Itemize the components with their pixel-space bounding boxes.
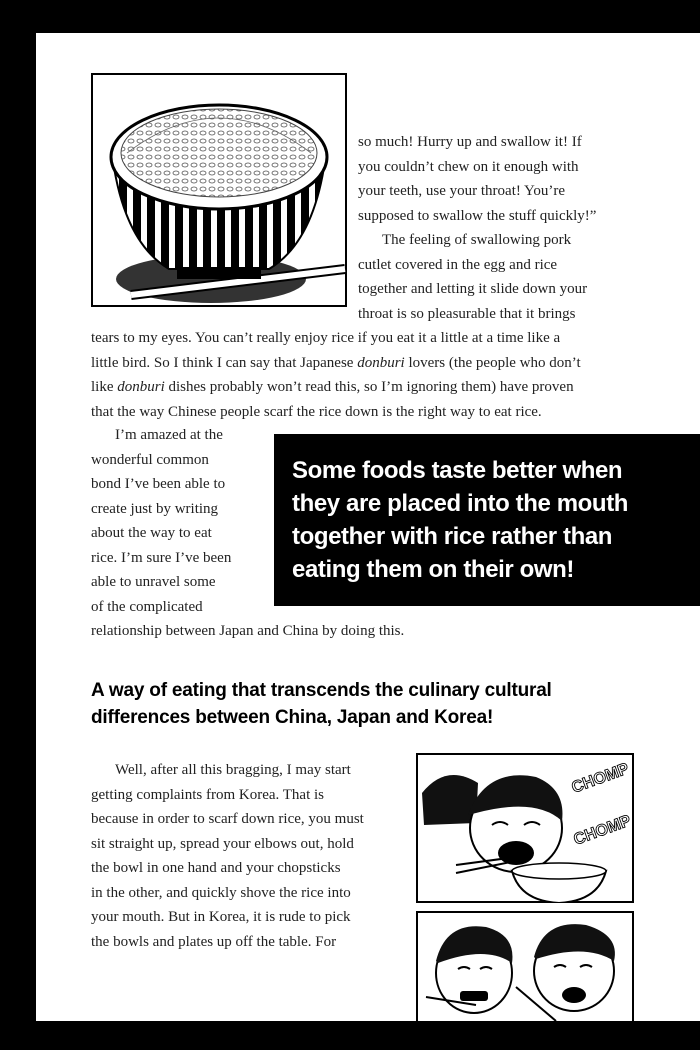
callout-line: together with rice rather than: [292, 523, 613, 550]
text-span: little bird. So I think I can say that Japanese: [91, 354, 358, 371]
italic-term: donburi: [117, 379, 165, 395]
italic-term: donburi: [357, 354, 405, 371]
text-line: create just by writing: [91, 500, 219, 517]
text-line: so much! Hurry up and swallow it! If: [358, 134, 582, 150]
callout-line: Some foods taste better when: [292, 457, 623, 484]
manga-panel-two-boys: [416, 911, 634, 1021]
callout-line: they are placed into the mouth: [292, 490, 629, 517]
bottom-paragraph: [91, 758, 411, 954]
manga-panel-eating: [416, 753, 634, 903]
sfx-text: CHOMP: [569, 760, 632, 797]
text-line: in the other, and quickly shove the rice into: [91, 884, 351, 901]
manga-panel-drawing: [416, 911, 634, 1021]
text-line: the bowls and plates up off the table. For: [91, 933, 337, 950]
full-width-paragraph: [91, 326, 691, 424]
text-line: sit straight up, spread your elbows out, hold: [91, 835, 354, 852]
text-line: rice. I’m sure I’ve been: [91, 549, 232, 566]
text-span: dishes probably won’t read this, so I’m ignoring them) have proven: [164, 379, 574, 395]
text-line: The feeling of swallowing pork: [382, 232, 572, 248]
text-span: like: [91, 379, 118, 395]
text-line: throat is so pleasurable that it brings: [358, 305, 576, 322]
text-line: I’m amazed at the: [115, 427, 223, 443]
text-line: your teeth, use your throat! You’re: [358, 183, 566, 199]
text-line: [91, 351, 691, 376]
text-line: getting complaints from Korea. That is: [91, 786, 325, 803]
manga-panel-drawing: [416, 753, 634, 903]
text-line: your mouth. But in Korea, it is rude to pick: [91, 909, 351, 925]
callout-line: eating them on their own!: [292, 556, 574, 583]
text-line: Well, after all this bragging, I may start: [115, 762, 351, 778]
text-line: about the way to eat: [91, 525, 212, 541]
text-line: together and letting it slide down your: [358, 281, 588, 297]
text-line: relationship between Japan and China by doing this.: [91, 623, 405, 639]
text-line: [91, 375, 691, 400]
heading-line: differences between China, Japan and Korea!: [91, 707, 494, 728]
pull-quote-callout: [274, 434, 700, 606]
middle-paragraph: [91, 423, 271, 619]
book-page: [36, 33, 700, 1021]
text-line: tears to my eyes. You can’t really enjoy rice if you eat it a little at a time like a: [91, 330, 561, 346]
top-paragraph-narrow: [358, 130, 688, 326]
rice-bowl-drawing: [91, 73, 347, 307]
sfx-text: CHOMP: [571, 812, 634, 849]
rice-bowl-illustration: [91, 73, 347, 307]
text-line: you couldn’t chew on it enough with: [358, 158, 579, 175]
section-heading: [91, 677, 671, 731]
text-line: the bowl in one hand and your chopsticks: [91, 860, 341, 876]
middle-last-line: [91, 619, 691, 644]
text-line: that the way Chinese people scarf the rice down is the right way to eat rice.: [91, 403, 542, 420]
text-line: because in order to scarf down rice, you must: [91, 811, 364, 827]
text-line: supposed to swallow the stuff quickly!”: [358, 207, 597, 224]
heading-line: A way of eating that transcends the culinary cultural: [91, 680, 552, 701]
text-line: bond I’ve been able to: [91, 476, 226, 492]
text-line: of the complicated: [91, 598, 203, 615]
text-line: wonderful common: [91, 451, 209, 468]
text-line: cutlet covered in the egg and rice: [358, 256, 558, 273]
text-span: lovers (the people who don’t: [404, 354, 581, 371]
text-line: able to unravel some: [91, 574, 216, 590]
